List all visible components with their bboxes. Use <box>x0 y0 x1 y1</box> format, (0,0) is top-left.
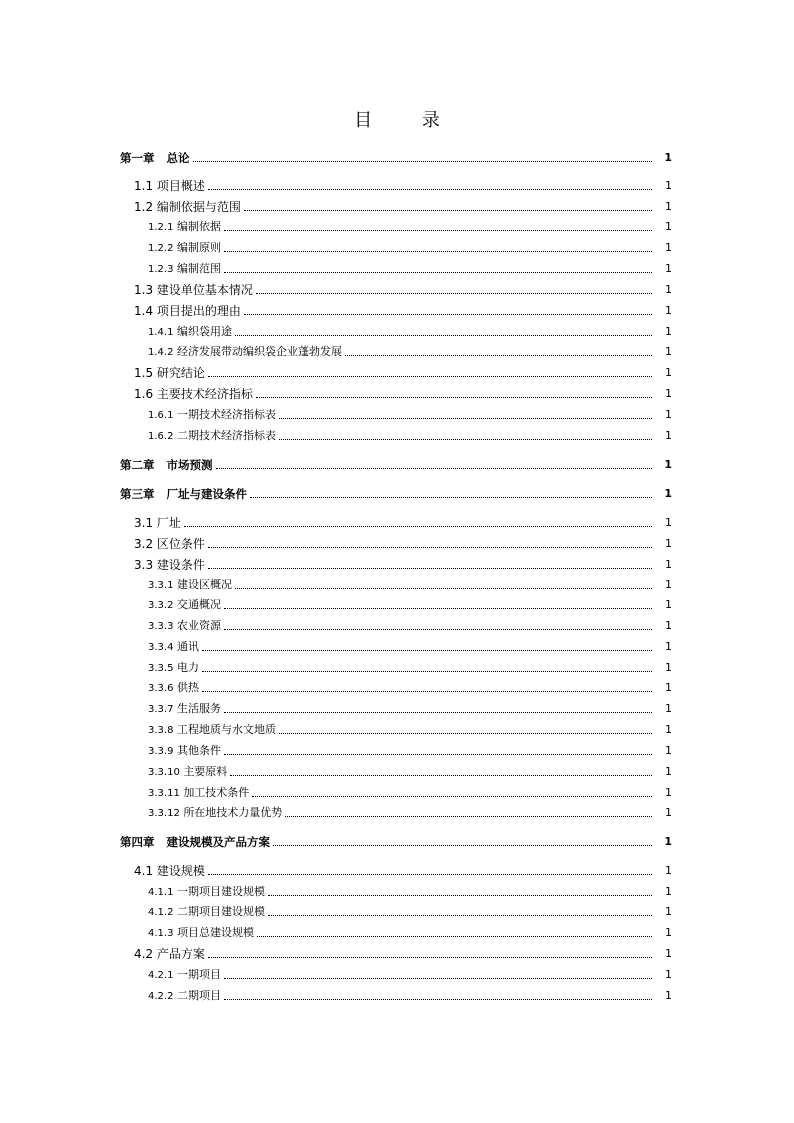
toc-entry-label <box>148 661 199 676</box>
toc-page-number: 1 <box>665 179 672 192</box>
toc-entry-label <box>148 345 342 360</box>
toc-entry-label <box>120 458 213 472</box>
toc-leader-dots <box>224 629 652 630</box>
toc-entry-text: 二期项目 <box>176 989 221 1002</box>
toc-page-number: 1 <box>665 885 672 898</box>
toc-entry-text: 建设单位基本情况 <box>156 283 253 297</box>
toc-leader-dots <box>279 439 652 440</box>
toc-entry-number: 3.3 <box>134 558 154 572</box>
toc-entry-number: 3.3.2 <box>148 600 174 611</box>
toc-entry-number: 3.3.6 <box>148 683 174 694</box>
toc-leader-dots <box>224 608 652 609</box>
toc-entry[interactable] <box>0 765 794 779</box>
toc-entry-label <box>148 325 232 340</box>
toc-entry[interactable] <box>0 366 794 380</box>
toc-leader-dots <box>256 293 652 294</box>
toc-leader-dots <box>230 775 652 776</box>
toc-page-number: 1 <box>665 786 672 799</box>
toc-entry-text: 主要原料 <box>183 765 228 778</box>
toc-entry-text: 厂址与建设条件 <box>166 487 248 501</box>
toc-entry-number: 1.4.1 <box>148 327 174 338</box>
toc-entry-text: 建设规模及产品方案 <box>166 835 271 849</box>
toc-entry-label <box>134 179 205 193</box>
toc-entry-text: 经济发展带动编织袋企业蓬勃发展 <box>176 345 342 358</box>
toc-entry[interactable] <box>0 283 794 297</box>
toc-leader-dots <box>268 895 652 896</box>
toc-page-number: 1 <box>665 905 672 918</box>
toc-entry-number: 3.3.3 <box>148 621 174 632</box>
toc-entry[interactable] <box>0 429 794 443</box>
toc-page-number: 1 <box>664 151 672 164</box>
toc-entry-number: 1.6.2 <box>148 431 174 442</box>
toc-page-number: 1 <box>665 640 672 653</box>
toc-page-number: 1 <box>665 429 672 442</box>
toc-entry-text: 编制依据 <box>176 220 221 233</box>
toc-entry-label <box>148 681 199 696</box>
toc-chapter-entry[interactable] <box>0 458 794 472</box>
toc-leader-dots <box>256 397 652 398</box>
toc-entry-label <box>148 806 282 821</box>
toc-leader-dots <box>224 978 652 979</box>
toc-page-number: 1 <box>665 262 672 275</box>
toc-entry-number: 1.6 <box>134 387 154 401</box>
toc-leader-dots <box>345 355 652 356</box>
toc-entry-text: 交通概况 <box>176 598 221 611</box>
toc-leader-dots <box>235 588 652 589</box>
toc-entry-label <box>134 200 241 214</box>
toc-entry-label <box>120 487 247 501</box>
toc-entry-label <box>148 619 221 634</box>
toc-leader-dots <box>193 161 652 162</box>
toc-page-number: 1 <box>665 366 672 379</box>
toc-entry-label <box>134 537 205 551</box>
toc-entry-number: 3.3.4 <box>148 642 174 653</box>
toc-entry-text: 厂址 <box>156 516 181 530</box>
toc-entry-number: 1.4 <box>134 304 154 318</box>
toc-entry-text: 项目总建设规模 <box>176 926 254 939</box>
toc-leader-dots <box>208 874 652 875</box>
toc-leader-dots <box>279 733 652 734</box>
toc-page-number: 1 <box>665 200 672 213</box>
toc-entry-number: 1.1 <box>134 179 154 193</box>
toc-entry-text: 总论 <box>166 151 190 165</box>
toc-entry[interactable] <box>0 558 794 572</box>
toc-entry-number: 1.5 <box>134 366 154 380</box>
toc-entry-text: 所在地技术力量优势 <box>183 806 283 819</box>
toc-entry-number: 4.1 <box>134 864 154 878</box>
toc-page-number: 1 <box>665 681 672 694</box>
toc-entry-text: 研究结论 <box>156 366 205 380</box>
toc-leader-dots <box>235 335 652 336</box>
toc-entry-label <box>148 723 276 738</box>
toc-leader-dots <box>202 650 652 651</box>
toc-entry-number: 4.2 <box>134 947 154 961</box>
toc-leader-dots <box>224 272 652 273</box>
toc-page-number: 1 <box>665 765 672 778</box>
toc-page-number: 1 <box>665 220 672 233</box>
toc-entry-text: 电力 <box>176 661 199 674</box>
toc-leader-dots <box>224 999 652 1000</box>
toc-entry-text: 一期技术经济指标表 <box>176 408 276 421</box>
toc-entry-label <box>148 926 254 941</box>
toc-chapter-entry[interactable] <box>0 487 794 501</box>
toc-entry-number: 第四章 <box>120 835 155 849</box>
toc-entry-label <box>134 558 205 572</box>
toc-entry-number: 1.2.2 <box>148 243 174 254</box>
toc-leader-dots <box>184 526 652 527</box>
toc-entry[interactable] <box>0 681 794 695</box>
toc-entry-label <box>134 283 253 297</box>
toc-entry-number: 3.3.10 <box>148 767 180 778</box>
toc-page-number: 1 <box>665 558 672 571</box>
toc-entry-number: 4.2.2 <box>148 991 174 1002</box>
toc-page-number: 1 <box>665 864 672 877</box>
toc-entry-number: 3.1 <box>134 516 154 530</box>
toc-entry-text: 其他条件 <box>176 744 221 757</box>
toc-entry-text: 一期项目建设规模 <box>176 885 265 898</box>
toc-leader-dots <box>273 845 652 846</box>
toc-leader-dots <box>224 712 652 713</box>
toc-entry-text: 区位条件 <box>156 537 205 551</box>
toc-entry-label <box>134 387 253 401</box>
toc-page-number: 1 <box>665 619 672 632</box>
toc-entry[interactable] <box>0 241 794 255</box>
toc-entry[interactable] <box>0 516 794 530</box>
toc-entry-label <box>148 786 249 801</box>
toc-page-number: 1 <box>665 241 672 254</box>
toc-entry-text: 农业资源 <box>176 619 221 632</box>
toc-entry-text: 通讯 <box>176 640 199 653</box>
toc-leader-dots <box>285 816 652 817</box>
toc-page-number: 1 <box>665 537 672 550</box>
toc-entry-text: 主要技术经济指标 <box>156 387 253 401</box>
toc-entry-label <box>148 744 221 759</box>
toc-leader-dots <box>250 497 652 498</box>
toc-entry[interactable] <box>0 619 794 633</box>
toc-entry-text: 市场预测 <box>166 458 213 472</box>
toc-entry[interactable] <box>0 885 794 899</box>
toc-entry[interactable] <box>0 179 794 193</box>
toc-entry-text: 项目概述 <box>156 179 205 193</box>
toc-entry-text: 编制依据与范围 <box>156 200 241 214</box>
toc-page-number: 1 <box>665 283 672 296</box>
toc-entry-number: 3.3.7 <box>148 704 174 715</box>
toc-entry[interactable] <box>0 598 794 612</box>
toc-entry-number: 4.2.1 <box>148 970 174 981</box>
toc-entry-label <box>120 151 190 165</box>
toc-page-number: 1 <box>665 578 672 591</box>
toc-leader-dots <box>202 671 652 672</box>
toc-page-number: 1 <box>665 723 672 736</box>
toc-entry[interactable] <box>0 345 794 359</box>
toc-entry-text: 项目提出的理由 <box>156 304 241 318</box>
toc-leader-dots <box>216 468 652 469</box>
toc-entry-text: 建设条件 <box>156 558 205 572</box>
toc-page-number: 1 <box>665 806 672 819</box>
toc-entry-number: 3.2 <box>134 537 154 551</box>
toc-leader-dots <box>244 314 652 315</box>
toc-entry-number: 3.3.1 <box>148 580 174 591</box>
toc-entry-number: 1.2.3 <box>148 264 174 275</box>
toc-page-number: 1 <box>665 516 672 529</box>
toc-chapter-entry[interactable] <box>0 151 794 165</box>
toc-entry[interactable] <box>0 806 794 820</box>
toc-page-number: 1 <box>665 702 672 715</box>
toc-leader-dots <box>224 754 652 755</box>
toc-entry[interactable] <box>0 947 794 961</box>
toc-page-number: 1 <box>665 926 672 939</box>
toc-entry-label <box>148 429 276 444</box>
toc-entry-label <box>148 640 199 655</box>
toc-entry-text: 产品方案 <box>156 947 205 961</box>
toc-entry-label <box>148 598 221 613</box>
toc-entry-text: 建设区概况 <box>176 578 232 591</box>
toc-entry-number: 3.3.8 <box>148 725 174 736</box>
toc-entry[interactable] <box>0 387 794 401</box>
toc-entry-label <box>134 304 241 318</box>
toc-entry-label <box>148 262 221 277</box>
toc-entry-text: 供热 <box>176 681 199 694</box>
toc-leader-dots <box>257 936 652 937</box>
toc-entry-number: 1.4.2 <box>148 347 174 358</box>
toc-leader-dots <box>279 418 652 419</box>
toc-entry-label <box>134 366 205 380</box>
toc-entry-number: 第三章 <box>120 487 155 501</box>
toc-entry[interactable] <box>0 786 794 800</box>
toc-entry-number: 第一章 <box>120 151 155 165</box>
toc-entry-label <box>148 885 265 900</box>
toc-entry-text: 生活服务 <box>176 702 221 715</box>
toc-entry-number: 3.3.9 <box>148 746 174 757</box>
toc-entry-label <box>148 220 221 235</box>
toc-entry-label <box>148 989 221 1004</box>
toc-entry[interactable] <box>0 864 794 878</box>
toc-entry-label <box>134 864 205 878</box>
toc-leader-dots <box>208 189 652 190</box>
toc-leader-dots <box>202 691 652 692</box>
toc-entry-label <box>148 241 221 256</box>
toc-entry[interactable] <box>0 262 794 276</box>
toc-entry-text: 加工技术条件 <box>183 786 250 799</box>
toc-entry-label <box>148 702 221 717</box>
toc-leader-dots <box>208 547 652 548</box>
toc-entry[interactable] <box>0 989 794 1003</box>
toc-entry-number: 1.3 <box>134 283 154 297</box>
toc-entry-label <box>148 765 227 780</box>
toc-entry[interactable] <box>0 905 794 919</box>
toc-page-number: 1 <box>664 835 672 848</box>
toc-entry-label <box>120 835 270 849</box>
toc-leader-dots <box>208 957 652 958</box>
toc-entry[interactable] <box>0 702 794 716</box>
toc-leader-dots <box>244 210 652 211</box>
toc-entry-text: 一期项目 <box>176 968 221 981</box>
toc-leader-dots <box>224 230 652 231</box>
toc-entry[interactable] <box>0 537 794 551</box>
toc-entry[interactable] <box>0 408 794 422</box>
toc-entry-number: 4.1.2 <box>148 907 174 918</box>
toc-entry-number: 4.1.1 <box>148 887 174 898</box>
toc-title: 目 录 <box>354 110 462 131</box>
toc-leader-dots <box>208 376 652 377</box>
toc-entry[interactable] <box>0 640 794 654</box>
toc-page-number: 1 <box>665 325 672 338</box>
toc-entry[interactable] <box>0 325 794 339</box>
toc-page-number: 1 <box>664 487 672 500</box>
toc-entry[interactable] <box>0 200 794 214</box>
toc-page-number: 1 <box>665 304 672 317</box>
toc-page-number: 1 <box>665 387 672 400</box>
toc-page-number: 1 <box>665 661 672 674</box>
toc-entry-text: 编织袋用途 <box>176 325 232 338</box>
toc-entry[interactable] <box>0 661 794 675</box>
toc-entry-number: 1.2 <box>134 200 154 214</box>
toc-entry-text: 编制原则 <box>176 241 221 254</box>
toc-entry-text: 工程地质与水文地质 <box>176 723 276 736</box>
toc-entry-label <box>134 947 205 961</box>
toc-entry[interactable] <box>0 926 794 940</box>
toc-entry[interactable] <box>0 968 794 982</box>
toc-entry-label <box>148 408 276 423</box>
toc-page-number: 1 <box>665 968 672 981</box>
toc-leader-dots <box>224 251 652 252</box>
toc-page-number: 1 <box>665 408 672 421</box>
toc-entry[interactable] <box>0 304 794 318</box>
toc-page-number: 1 <box>665 345 672 358</box>
toc-entry-label <box>148 968 221 983</box>
toc-entry-text: 二期项目建设规模 <box>176 905 265 918</box>
toc-entry-number: 第二章 <box>120 458 155 472</box>
toc-entry-number: 3.3.11 <box>148 788 180 799</box>
toc-entry[interactable] <box>0 578 794 592</box>
toc-entry-text: 二期技术经济指标表 <box>176 429 276 442</box>
toc-entry-number: 3.3.12 <box>148 808 180 819</box>
toc-page-number: 1 <box>665 598 672 611</box>
toc-page-number: 1 <box>664 458 672 471</box>
toc-entry[interactable] <box>0 723 794 737</box>
toc-leader-dots <box>208 568 652 569</box>
toc-entry-text: 建设规模 <box>156 864 205 878</box>
toc-page-number: 1 <box>665 744 672 757</box>
toc-page-number: 1 <box>665 989 672 1002</box>
toc-entry[interactable] <box>0 744 794 758</box>
toc-entry[interactable] <box>0 220 794 234</box>
toc-leader-dots <box>268 915 652 916</box>
toc-entry-label <box>148 905 265 920</box>
toc-entry-label <box>148 578 232 593</box>
toc-entry-label <box>134 516 181 530</box>
toc-chapter-entry[interactable] <box>0 835 794 849</box>
toc-entry-number: 1.2.1 <box>148 222 174 233</box>
toc-entry-number: 3.3.5 <box>148 663 174 674</box>
toc-entry-number: 1.6.1 <box>148 410 174 421</box>
toc-entry-text: 编制范围 <box>176 262 221 275</box>
toc-leader-dots <box>252 796 652 797</box>
toc-page-number: 1 <box>665 947 672 960</box>
toc-entry-number: 4.1.3 <box>148 928 174 939</box>
